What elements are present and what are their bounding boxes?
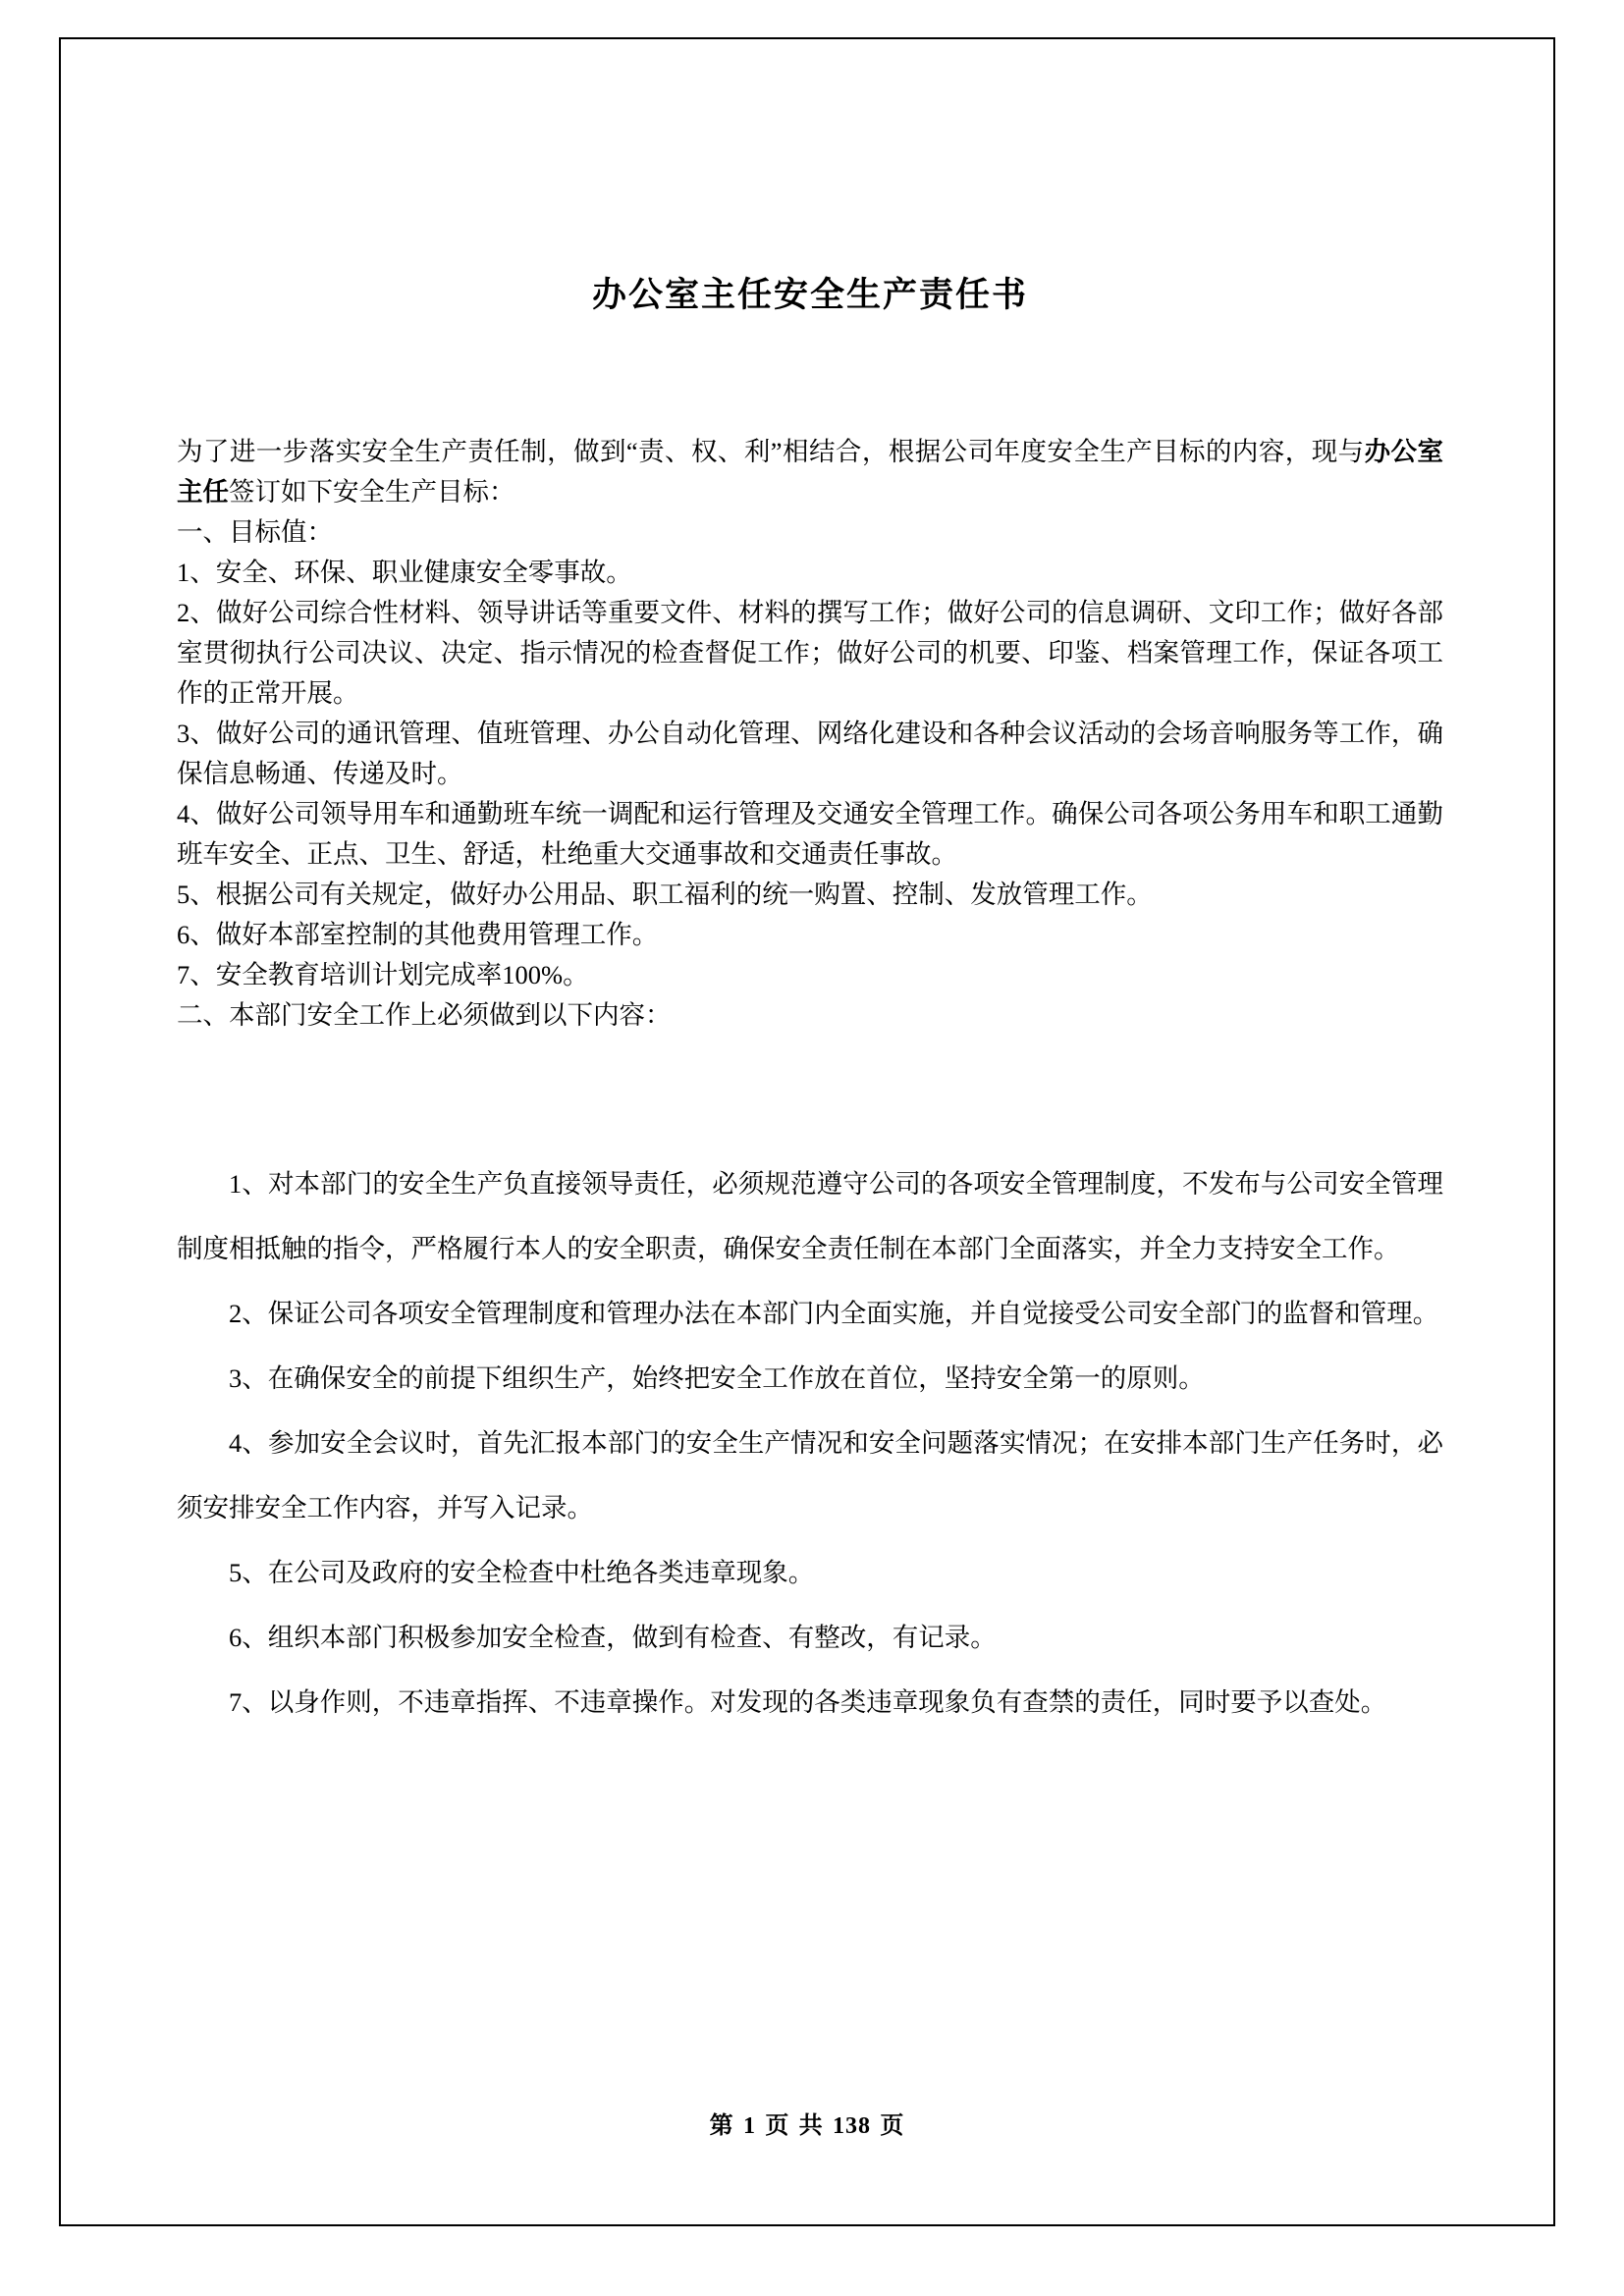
page-content	[177, 39, 1443, 2224]
list-item: 1、对本部门的安全生产负直接领导责任，必须规范遵守公司的各项安全管理制度，不发布与公司安全管理制度相抵触的指令，严格履行本人的安全职责，确保安全责任制在本部门全面落实，并全力支持安全工作。	[177, 1169, 1443, 1263]
section-one	[177, 432, 1443, 1036]
list-item: 5、根据公司有关规定，做好办公用品、职工福利的统一购置、控制、发放管理工作。	[177, 880, 1153, 909]
section-one-heading: 一、目标值：	[177, 517, 333, 547]
list-item: 5、在公司及政府的安全检查中杜绝各类违章现象。	[229, 1558, 815, 1587]
footer-current-page: 1	[742, 2113, 756, 2139]
list-item: 2、做好公司综合性材料、领导讲话等重要文件、材料的撰写工作；做好公司的信息调研、文印工作；做好各部室贯彻执行公司决议、决定、指示情况的检查督促工作；做好公司的机要、印鉴、档案管理工作，保证各项工作的正常开展。	[177, 598, 1443, 708]
page-footer	[61, 2106, 1553, 2140]
document-page	[59, 37, 1555, 2226]
list-item: 6、组织本部门积极参加安全检查，做到有检查、有整改，有记录。	[229, 1623, 997, 1652]
section-two-heading: 二、本部门安全工作上必须做到以下内容：	[177, 1000, 672, 1030]
intro-prefix: 为了进一步落实安全生产责任制，做到“责、权、利”相结合，根据公司年度安全生产目标的内容，现与	[177, 437, 1365, 466]
list-item: 7、以身作则，不违章指挥、不违章操作。对发现的各类违章现象负有查禁的责任，同时要予以查处。	[229, 1687, 1387, 1717]
section-two	[177, 1151, 1443, 1735]
list-item: 4、参加安全会议时，首先汇报本部门的安全生产情况和安全问题落实情况；在安排本部门生产任务时，必须安排安全工作内容，并写入记录。	[177, 1428, 1443, 1522]
intro-emphasis: 办公室主任	[177, 437, 1443, 507]
list-item: 7、安全教育培训计划完成率100%。	[177, 960, 589, 989]
footer-total-pages: 138	[833, 2113, 872, 2139]
footer-suffix: 页	[880, 2111, 905, 2139]
intro-paragraph	[177, 432, 1443, 512]
list-item: 4、做好公司领导用车和通勤班车统一调配和运行管理及交通安全管理工作。确保公司各项公务用车和职工通勤班车安全、正点、卫生、舒适，杜绝重大交通事故和交通责任事故。	[177, 799, 1443, 869]
list-item: 3、在确保安全的前提下组织生产，始终把安全工作放在首位，坚持安全第一的原则。	[229, 1363, 1205, 1393]
footer-prefix: 第	[709, 2111, 734, 2139]
intro-suffix: 签订如下安全生产目标：	[229, 477, 515, 507]
list-item: 1、安全、环保、职业健康安全零事故。	[177, 558, 632, 587]
list-item: 2、保证公司各项安全管理制度和管理办法在本部门内全面实施，并自觉接受公司安全部门的监督和管理。	[229, 1299, 1439, 1328]
list-item: 3、做好公司的通讯管理、值班管理、办公自动化管理、网络化建设和各种会议活动的会场音响服务等工作，确保信息畅通、传递及时。	[177, 719, 1443, 788]
footer-middle: 页 共	[765, 2111, 824, 2139]
list-item: 6、做好本部室控制的其他费用管理工作。	[177, 920, 659, 949]
page-title: 办公室主任安全生产责任书	[591, 276, 1028, 315]
